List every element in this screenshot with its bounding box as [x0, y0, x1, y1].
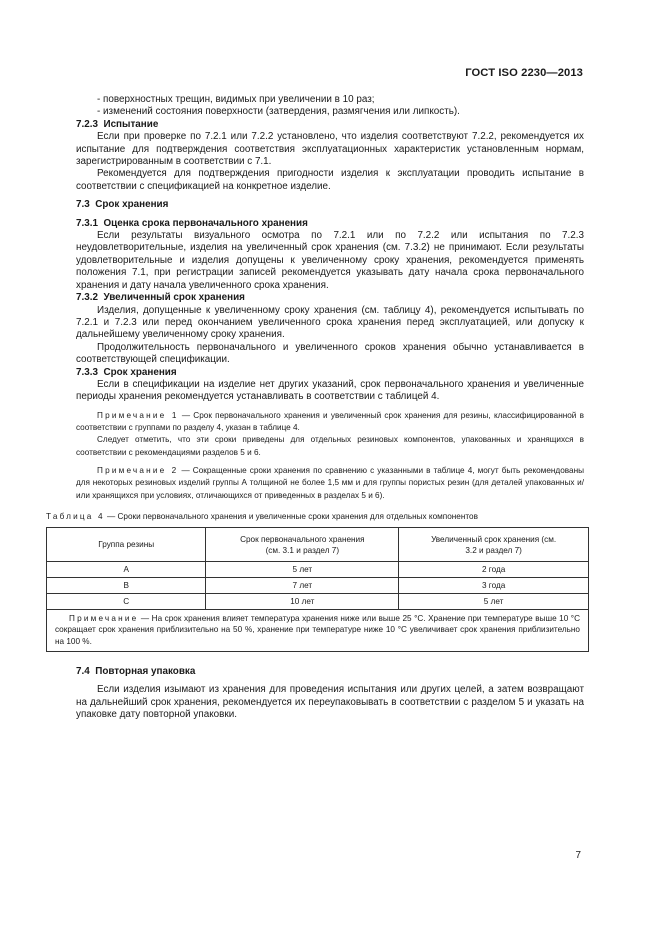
header-text: Увеличенный срок хранения (см. 3.2 и раздел 7)	[431, 534, 557, 555]
table-cell: С	[47, 594, 206, 610]
section-title: Срок хранения	[103, 366, 177, 378]
table-cell: 2 года	[399, 562, 589, 578]
page-number: 7	[575, 850, 581, 861]
paragraph: Если в спецификации на изделие нет других указаний, срок первоначального хранения и увеличенные периоды хранения рекомендуется устанавливать в соответствии с таблицей 4.	[76, 378, 584, 403]
note-label: Примечание 1	[97, 410, 179, 420]
note-label: Примечание 2	[97, 465, 179, 475]
table-header-cell	[206, 528, 399, 562]
page-content	[46, 94, 584, 721]
section-number: 7.4	[76, 665, 90, 677]
note-1-continuation: Следует отметить, что эти сроки приведены для отдельных резиновых компонентов, упакованных и хранящихся в соответствии с рекомендациями разделов 5 и 6.	[76, 435, 584, 457]
section-7-3-1-heading	[76, 218, 584, 230]
table-caption-label: Таблица 4	[46, 511, 105, 521]
note-2	[76, 465, 584, 502]
note-text: — Срок первоначального хранения и увеличенный срок хранения для резины, классифицированной в соответствии с группами по разделу 4, указан в таблице 4.	[76, 410, 584, 433]
section-number: 7.3.2	[76, 292, 98, 304]
bullet-item: - изменений состояния поверхности (затвердения, размягчения или липкость).	[97, 106, 460, 118]
paragraph: Если при проверке по 7.2.1 или 7.2.2 установлено, что изделия соответствуют 7.2.2, рекомендуется их испытание для подтверждения соответствия эксплуатационных характеристик установленным нормам, зарегистрированным в соответствии с 7.1.	[76, 131, 584, 168]
paragraph: Продолжительность первоначального и увеличенного сроков хранения обычно устанавливается в соответствующей спецификации.	[76, 341, 584, 366]
paragraph: Изделия, допущенные к увеличенному сроку хранения (см. таблицу 4), рекомендуется испытывать по 7.2.1 и 7.2.3 или перед окончанием увеличенного срока хранения перед эксплуатацией, или допуску к дальнейшему увеличенному сроку хранения.	[76, 304, 584, 341]
table-cell: 5 лет	[399, 594, 589, 610]
section-number: 7.3.1	[76, 217, 98, 229]
table-header-cell	[399, 528, 589, 562]
table-cell: В	[47, 578, 206, 594]
table-cell: 3 года	[399, 578, 589, 594]
table-4	[46, 527, 589, 652]
table-note-label: Примечание	[69, 614, 139, 624]
table-row	[47, 578, 589, 594]
bullet-item: - поверхностных трещин, видимых при увеличении в 10 раз;	[97, 94, 375, 105]
section-number: 7.3	[76, 199, 90, 211]
section-number: 7.3.3	[76, 366, 98, 378]
section-7-3-3-heading	[76, 367, 584, 379]
paragraph: Если результаты визуального осмотра по 7.2.1 или по 7.2.2 или испытания по 7.2.3 неудовлетворительные, изделия на увеличенный срок хранения (см. 7.3.2) не принимают. Если результаты удовлетворительные и изделия допущены к увеличенному сроку хранения, рекомендуется применять положения 7.1, при регистрации записей рекомендуется указывать дату начала срока первоначального хранения и дату начала увеличенного срока хранения.	[76, 230, 584, 291]
section-7-2-3-heading	[76, 119, 584, 131]
header-text: Срок первоначального хранения (см. 3.1 и раздел 7)	[240, 534, 365, 555]
table-cell: 7 лет	[206, 578, 399, 594]
table-cell: 10 лет	[206, 594, 399, 610]
section-title: Оценка срока первоначального хранения	[103, 217, 308, 229]
note-text: — Сокращенные сроки хранения по сравнению с указанными в таблице 4, могут быть рекомендованы для некоторых резиновых изделий группы А толщиной не более 1,5 мм и для группы пористых резин (для деталей упакованных и/или хранящихся при условиях, отличающихся от приведенных в разделах 5 и 6).	[76, 465, 584, 500]
table-note-text: — На срок хранения влияет температура хранения ниже или выше 25 °С. Хранение при температуре выше 10 °С сокращает срок хранения приблизительно на 50 %, хранение при температуре ниже 10 °С увеличивает срок хранения приблизительно на 100 %.	[55, 614, 580, 646]
table-header-row	[47, 528, 589, 562]
section-7-3-2-heading	[76, 292, 584, 304]
table-4-caption	[46, 511, 584, 523]
section-title: Увеличенный срок хранения	[103, 292, 245, 304]
table-caption-text: — Сроки первоначального хранения и увеличенные сроки хранения для отдельных компонентов	[104, 511, 478, 521]
paragraph: Если изделия изымают из хранения для проведения испытания или других целей, а затем возвращают на дальнейший срок хранения, рекомендуется их переупаковывать в соответствии с разделом 5 и указать на упаковке дату повторной упаковки.	[76, 684, 584, 721]
section-7-4-heading	[76, 666, 584, 678]
section-title: Срок хранения	[95, 199, 169, 211]
table-header-cell: Группа резины	[47, 528, 206, 562]
table-row	[47, 594, 589, 610]
table-cell: А	[47, 562, 206, 578]
note-1	[76, 410, 584, 435]
table-cell: 5 лет	[206, 562, 399, 578]
table-note-row	[47, 610, 589, 652]
section-title: Повторная упаковка	[95, 665, 196, 677]
standard-header: ГОСТ ISO 2230—2013	[465, 67, 583, 79]
table-note	[47, 610, 589, 652]
paragraph: Рекомендуется для подтверждения пригодности изделия к эксплуатации проводить испытание в соответствии с спецификацией на конкретное изделие.	[76, 168, 584, 192]
section-title: Испытание	[103, 118, 159, 130]
table-row	[47, 562, 589, 578]
section-7-3-heading	[76, 199, 584, 211]
section-number: 7.2.3	[76, 118, 98, 130]
